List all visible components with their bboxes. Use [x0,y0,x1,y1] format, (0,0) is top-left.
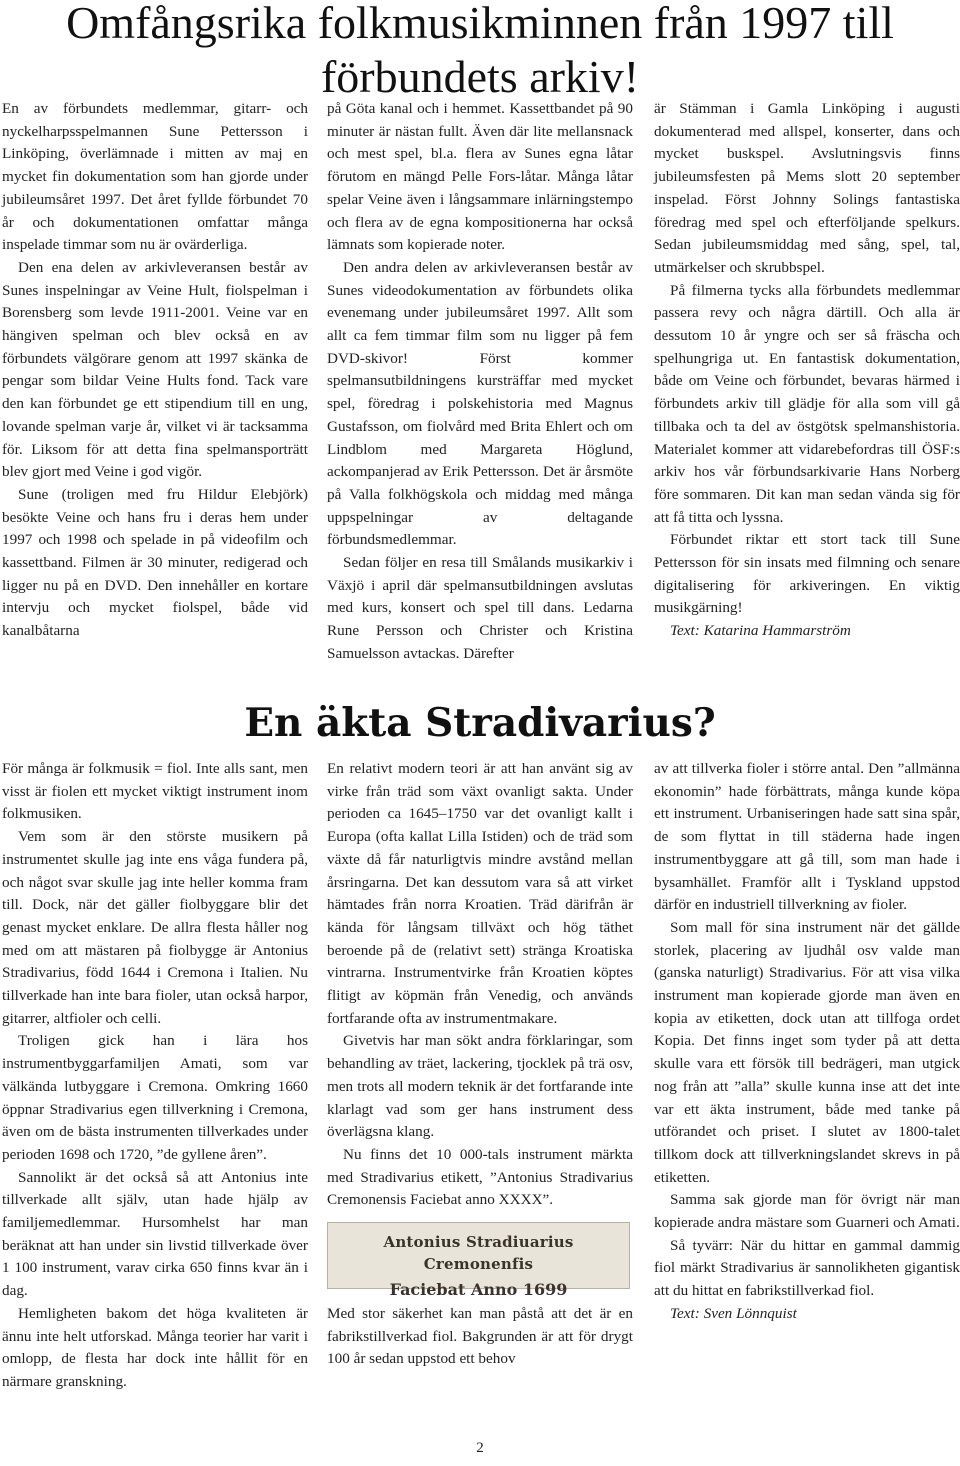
article2-title: En äkta Stradivarius? [244,700,716,746]
paragraph: av att tillverka fioler i större antal. Den ”allmänna ekonomin” hade förbättrats, många kunde köpa ett instrument. Urbaniseringen hade satt sina spår, de som flyttat in till städerna hade ingen instrumentbyggare att gå till, som man hade i bysamhället. Framför allt i Tyskland uppstod därför en industriell tillverkning av fioler. [654,760,960,914]
paragraph: Med stor säkerhet kan man påstå att det är en fabrikstillverkad fiol. Bakgrunden är att för drygt 100 år sedan uppstod ett behov [327,1305,633,1368]
paragraph: Troligen gick han i lära hos instrumentbyggarfamiljen Amati, som var välkända lutbyggare i Cremona. Omkring 1660 öppnar Stradivarius egen tillverkning i Cremona, även om de bästa instrumenten tillverkades under perioden 1698 och 1720, ”de gyllene åren”. [2,1032,308,1163]
article1-column-1 [2,98,308,643]
stradivarius-label-image [327,1222,630,1300]
article1-title-line1: Omfångsrika folkmusikminnen från 1997 till [66,0,894,48]
article1-title [0,0,960,104]
article2-column-1 [2,758,308,1394]
article1-column-2 [327,98,633,666]
paragraph: För många är folkmusik = fiol. Inte alls sant, men visst är fiolen ett mycket viktigt instrument inom folkmusiken. [2,760,308,823]
paragraph: på Göta kanal och i hemmet. Kassettbandet på 90 minuter är nästan fullt. Även där lite mellansnack och mest spel, bl.a. flera av Sunes egna låtar förutom en mängd Pelle Fors-låtar. Många låtar spelar Veine även i långsammare inlärningstempo och flera av de egna kompositionerna har också lämnats som kopierade noter. [327,100,633,254]
article2-column-2 [327,758,633,1371]
paragraph: Sedan följer en resa till Smålands musikarkiv i Växjö i april där spelmansutbildningen avslutas med kurs, konsert och spel till dans. Ledarna Rune Persson och Christer och Kristina Samuelsson avtackas. Därefter [327,554,633,662]
paragraph: Samma sak gjorde man för övrigt när man kopierade andra mästare som Guarneri och Amati. [654,1191,960,1232]
page-number: 2 [476,1440,484,1456]
article2-signature: Text: Sven Lönnquist [670,1304,797,1322]
paragraph: Sannolikt är det också så att Antonius inte tillverkade allt själv, utan hade hjälp av familjemedlemmar. Hursomhelst har man beräknat att han under sin livstid tillverkade över 1 100 instrument, varav cirka 650 finns kvar än i dag. [2,1168,308,1300]
paragraph: En relativt modern teori är att han använt sig av virke från träd som växt ovanligt sakta. Under perioden ca 1645–1750 var det ovanligt kallt i Europa (ofta kallat Lilla Istiden) och de träd som växte då får naturligtvis mindre avstånd mellan årsringarna. Det kan dessutom vara så att virket hämtades från norra Kroatien. Träd därifrån är kända för långsam tillväxt och hög täthet beroende på de (relativt sett) stränga Kroatiska vintrarna. Instrumentvirke från Kroatien köptes flitigt av köpmän från Venedig, och används fortfarande ofta av instrumentmakare. [327,760,633,1027]
paragraph: är Stämman i Gamla Linköping i augusti dokumenterad med allspel, konserter, dans och mycket buskspel. Avslutningsvis finns jubileumsfesten på Mems slott 20 september inspelad. Först Johnny Solings fantastiska föredrag med spel och efterföljande spelkurs. Sedan jubileumsmiddag med sång, spel, tal, utmärkelser och skrubbspel. [654,100,960,276]
label-line-2: Faciebat Anno 1699 [389,1280,568,1300]
paragraph: På filmerna tycks alla förbundets medlemmar passera revy och några därtill. Och alla är dessutom 10 år yngre och ser så fräscha och spelhungriga ut. En fantastisk dokumentation, både om Veine och förbundet, bevaras härmed i förbundets arkiv till glädje för alla som vill gå tillbaka och ta del av östgötsk spelmanshistoria. Materialet kommer att vidarebefordras till ÖSF:s arkiv hos vår förbundsarkivarie Hans Norberg före sommaren. Dit kan man sedan vända sig för att få titta och lyssna. [654,281,960,526]
article1-column-3 [654,98,960,643]
paragraph: Vem som är den störste musikern på instrumentet skulle jag inte ens våga fundera på, och något svar skulle jag inte heller komma fram till. Dock, när det gäller fiolbyggare blir det genast mycket enklare. De allra flesta håller nog med om att mästaren på fiolbygge är Antonius Stradivarius, född 1644 i Cremona i Italien. Nu tillverkade han inte bara fioler, utan också harpor, gitarrer, altfioler och celli. [2,828,308,1027]
article2-column-3 [654,758,960,1326]
paragraph: Så tyvärr: När du hittar en gammal dammig fiol märkt Stradivarius är sannolikheten gigantisk att du hittat en fabrikstillverkad fiol. [654,1236,960,1300]
article1-title-line2: förbundets arkiv! [320,51,640,102]
label-line-1: Antonius Stradiuarius Cremonenfis [383,1233,574,1274]
paragraph: Den andra delen av arkivleveransen består av Sunes videodokumentation av förbundets olika evenemang under jubileumsåret 1997. Allt som allt ca fem timmar film som nu ligger på fem DVD-skivor! Först kommer spelmansutbildningens kursträffar med mycket spel, föredrag i polskehistoria med Magnus Gustafsson, om fiolvård med Brita Ehlert och om Lindblom med Margareta Höglund, ackompanjerad av Erik Pettersson. Det är årsmöte på Valla folkhögskola och middag med många uppspelningar av deltagande förbundsmedlemmar. [327,258,633,549]
paragraph: Sune (troligen med fru Hildur Elebjörk) besökte Veine och hans fru i deras hem under 1997 och 1998 och spelade in på videofilm och kassettband. Filmen är 30 minuter, redigerad och ligger nu på en DVD. Den innehåller en kortare intervju och mycket fiolspel, både vid kanalbåtarna [2,485,308,640]
paragraph: Nu finns det 10 000-tals instrument märkta med Stradivarius etikett, ”Antonius Stradivarius Cremonensis Faciebat anno XXXX”. [327,1145,633,1209]
article1-signature: Text: Katarina Hammarström [670,622,851,640]
paragraph: Den ena delen av arkivleveransen består av Sunes inspelningar av Veine Hult, fiolspelman i Borensberg som levde 1911-2001. Veine var en hängiven spelman och blev också en av förbundets välgörare genom att 1997 skänka de pengar som bildar Veine Hults fond. Tack vare den kan förbundet ge ett stipendium till en ung, lovande spelman varje år, vilket vi är tacksamma för. Liksom för att detta fina spelmansporträtt blev gjort med Veine i god vigör. [2,258,308,481]
paragraph: Givetvis har man sökt andra förklaringar, som behandling av träet, lackering, tjocklek på trä osv, men trots all modern teknik är det fortfarande inte klarlagt vad som ger hans instrument dess överlägsna klang. [327,1032,633,1141]
paragraph: Hemligheten bakom det höga kvaliteten är ännu inte helt utforskad. Många teorier har varit i omlopp, de flesta har dock inte hållit för en närmare granskning. [2,1304,308,1390]
paragraph: Som mall för sina instrument när det gällde storlek, placering av ljudhål osv valde man (ganska naturligt) Stradivarius. För att visa vilka instrument man kopierade gjorde man även en kopia av etiketten, dock utan att tillfoga ordet Kopia. Det finns inget som tyder på att detta skulle vara ett försök till bedrägeri, man utgick nog från att ”alla” skulle kunna inse att det inte var ett äkta instrument, både med tanke på utförandet och priset. I slutet av 1800-talet tillkom dock att tillverkningslandet skrevs in på etiketten. [654,918,960,1186]
paragraph: En av förbundets medlemmar, gitarr- och nyckelharpsspelmannen Sune Pettersson i Linköping, överlämnade i mitten av maj en mycket fin dokumentation som han gjorde under jubileumsåret 1997. Det året fyllde förbundet 70 år och dokumentationen omfattar många inspelade timmar som nu är ovärderliga. [2,100,308,254]
paragraph: Förbundet riktar ett stort tack till Sune Pettersson för sin insats med filmning och senare digitalisering för arkiveringen. En viktig musikgärning! [654,531,960,617]
